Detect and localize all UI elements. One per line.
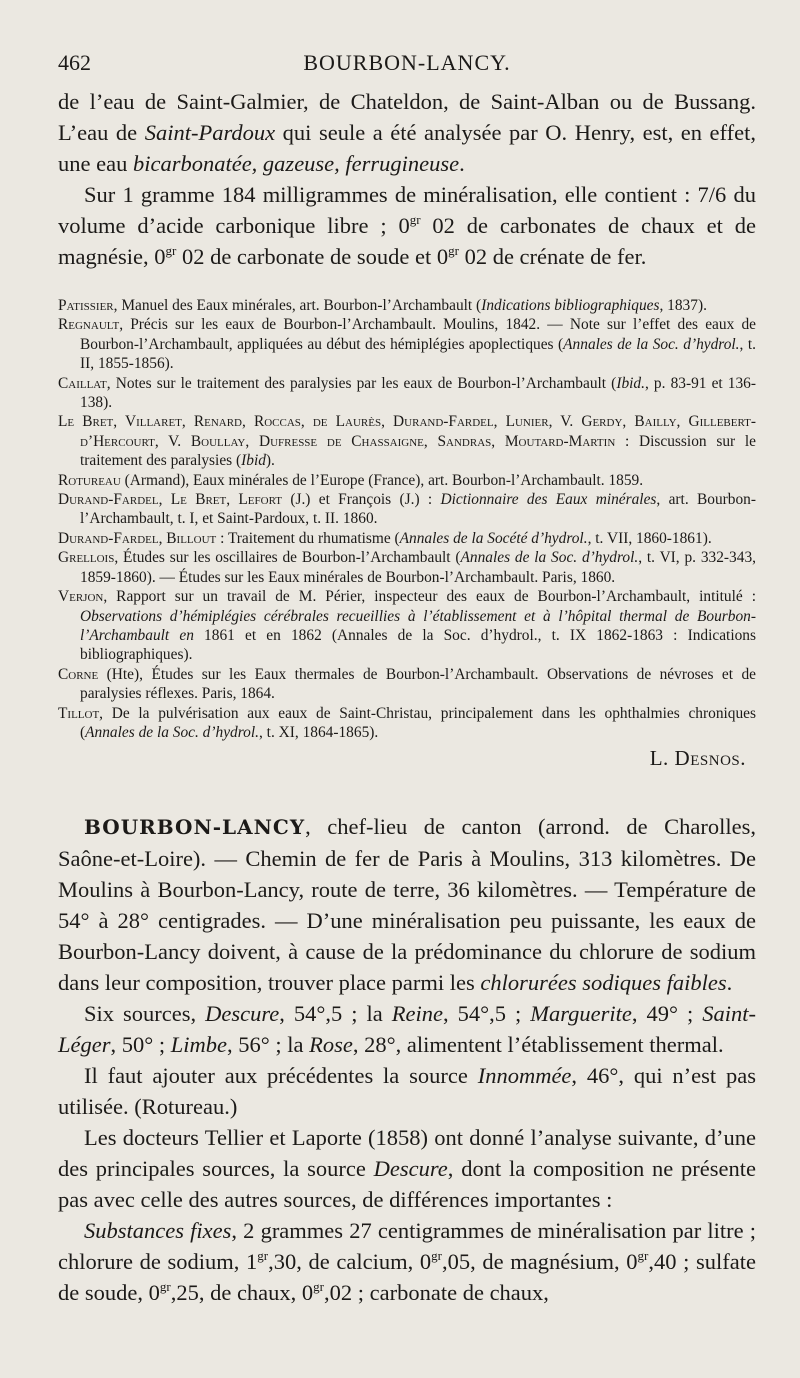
italic-run: Reine: [391, 1001, 443, 1027]
text-run: , Manuel des Eaux minérales, art. Bourbon-l’Archambault (: [113, 297, 482, 314]
text-run: , dont la composition ne présente pas avec celle des autres sources, de différences importantes :: [58, 1156, 756, 1213]
text-run: : Traitement du rhumatisme (: [216, 529, 400, 547]
text-run: Il faut ajouter aux précédentes la source: [84, 1063, 478, 1089]
text-run: , 1837).: [659, 297, 707, 314]
reference-author: Corne: [58, 665, 99, 683]
bibliography-entry: [58, 296, 756, 315]
text-run: ,05, de magnésium, 0: [441, 1249, 638, 1275]
bibliography-entry: [58, 490, 756, 529]
italic-run: bicarbonatée, gazeuse, ferrugineuse: [132, 151, 460, 176]
superscript: gr: [313, 1278, 325, 1294]
text-run: .: [459, 151, 465, 176]
italic-run: Annales de la Soc. d’hydrol.: [85, 723, 259, 741]
page-number: 462: [58, 50, 91, 75]
italic-run: chlorurées sodiques faibles: [480, 970, 727, 996]
italic-run: Annales de la Soc. d’hydrol.: [563, 335, 740, 353]
bibliography-entry: [58, 548, 756, 587]
text-run: , 46°, qui n’est pas utilisée. (Rotureau.): [58, 1063, 757, 1120]
text-run: 1861 et en 1862 (Annales de la Soc. d’hydrol., t. IX 1862-1863 : Indications bibliographiques).: [80, 626, 756, 664]
superscript: gr: [165, 242, 177, 258]
reference-author: Grellois: [58, 549, 115, 567]
italic-run: Limbe: [170, 1032, 227, 1058]
bibliography-entry: [58, 374, 756, 413]
reference-author: Durand-Fardel, Le Bret, Lefort: [58, 491, 282, 509]
text-run: , 54°,5 ;: [442, 1001, 531, 1027]
text-run: , 28°, alimentent l’établissement thermal.: [352, 1032, 724, 1058]
text-run: ,40 ; sulfate de soude, 0: [58, 1249, 756, 1306]
text-run: 02 de crénate de fer.: [458, 244, 647, 269]
text-run: .: [726, 970, 733, 996]
text-run: , p. 83-91 et 136-138).: [80, 374, 756, 412]
superscript: gr: [431, 1247, 442, 1263]
text-run: (Hte), Études sur les Eaux thermales de Bourbon-l’Archambault. Observations de névroses et de paralysies réflexes. Paris, 1864.: [80, 665, 756, 703]
text-run: , De la pulvérisation aux eaux de Saint-Christau, principalement dans les ophthalmies chroniques (: [80, 704, 756, 741]
text-run: , t. VII, 1860-1861).: [587, 529, 712, 547]
italic-run: Marguerite: [530, 1001, 632, 1027]
running-title: BOURBON-LANCY.: [303, 50, 511, 75]
author-signature: L. Desnos.: [649, 746, 746, 771]
text-run: , Rapport sur un travail de M. Périer, inspecteur des eaux de Bourbon-l’Archambault, intitulé :: [103, 588, 756, 606]
text-run: (Armand), Eaux minérales de l’Europe (France), art. Bourbon-l’Archambault. 1859.: [120, 471, 644, 489]
italic-run: Innommée: [477, 1063, 572, 1089]
intro-section: [58, 86, 756, 272]
superscript: gr: [448, 242, 459, 258]
text-run: , 2 grammes 27 centigrammes de minéralisation par litre ; chlorure de sodium, 1: [58, 1218, 756, 1275]
text-run: 02 de carbonate de soude et 0: [176, 244, 449, 269]
text-run: , art. Bourbon-l’Archambault, t. I, et Saint-Pardoux, t. II. 1860.: [80, 491, 756, 528]
text-run: ).: [265, 452, 275, 470]
text-run: , t. VI, p. 332-343, 1859-1860). — Études sur les Eaux minérales de Bourbon-l’Archambault. Paris, 1860.: [80, 549, 756, 586]
bibliography-entry: [58, 412, 756, 470]
article-paragraph-4: [58, 1122, 756, 1215]
bibliography-entry: [58, 471, 756, 490]
text-run: Les docteurs Tellier et Laporte (1858) ont donné l’analyse suivante, d’une des principales sources, la source: [58, 1125, 756, 1182]
text-run: (J.) et François (J.) :: [282, 491, 441, 509]
italic-run: Saint-Léger: [58, 1001, 756, 1058]
text-run: qui seule a été analysée par O. Henry, est, en effet, une eau: [58, 120, 756, 176]
text-run: : Discussion sur le traitement des paralysies (: [80, 432, 756, 470]
intro-paragraph-1: [58, 86, 756, 179]
bibliography-entry: [58, 529, 756, 548]
reference-author: Tillot: [58, 704, 100, 722]
text-run: , 50° ;: [110, 1032, 171, 1058]
reference-author: Durand-Fardel, Billout: [58, 529, 217, 547]
bibliography-entry: [58, 665, 756, 704]
text-run: Sur 1 gramme 184 milligrammes de minéralisation, elle contient : 7/6 du volume d’acide carbonique libre ; 0: [58, 182, 756, 238]
text-run: , Études sur les oscillaires de Bourbon-l’Archambault (: [114, 549, 461, 567]
superscript: gr: [637, 1247, 649, 1263]
superscript: gr: [257, 1247, 269, 1263]
text-run: , Précis sur les eaux de Bourbon-l’Archambault. Moulins, 1842. — Note sur l’effet des eaux de Bourbon-l’Archambault, appliquées au début des hémiplégies apoplectiques (: [80, 316, 756, 353]
text-run: ,25, de chaux, 0: [170, 1280, 314, 1306]
italic-run: Saint-Pardoux: [144, 120, 276, 145]
text-run: , t. II, 1855-1856).: [80, 335, 756, 373]
bibliography-entry: [58, 315, 756, 373]
text-run: , 54°,5 ; la: [279, 1001, 392, 1027]
article-headword: BOURBON-LANCY: [84, 815, 306, 840]
italic-run: Annales de la Socété d’hydrol.: [399, 529, 588, 547]
italic-run: Descure: [373, 1156, 448, 1182]
text-run: , t. XI, 1864-1865).: [258, 723, 379, 741]
text-run: , chef-lieu de canton (arrond. de Charolles, Saône-et-Loire). — Chemin de fer de Paris à Moulins, 313 kilomètres. De Moulins à Bourbon-Lancy, route de terre, 36 kilomètres. — Température de 54° à 28° centigrades. — D’une minéralisation peu puissante, les eaux de Bourbon-Lancy doivent, à cause de la prédominance du chlorure de sodium dans leur composition, trouver place parmi les: [58, 814, 756, 996]
text-run: , Notes sur le traitement des paralysies par les eaux de Bourbon-l’Archambault (: [106, 374, 617, 392]
italic-run: Descure: [205, 1001, 280, 1027]
italic-run: Substances fixes: [84, 1218, 232, 1244]
article-bourbon-lancy: [58, 811, 756, 1308]
article-paragraph-2: [58, 998, 756, 1060]
superscript: gr: [409, 211, 421, 227]
text-run: de l’eau de Saint-Galmier, de Chateldon, de Saint-Alban ou de Bussang. L’eau de: [58, 89, 756, 145]
article-paragraph-5: [58, 1215, 756, 1308]
article-paragraph-1: [58, 811, 756, 998]
reference-author: Patissier: [58, 297, 114, 314]
article-paragraph-3: [58, 1060, 756, 1122]
text-run: , 56° ; la: [227, 1032, 310, 1058]
reference-author: Regnault: [58, 316, 120, 334]
italic-run: Dictionnaire des Eaux minérales: [440, 491, 657, 509]
bibliography: [58, 296, 756, 742]
italic-run: Ibid: [241, 452, 266, 470]
text-run: Six sources,: [84, 1001, 206, 1027]
reference-author: Verjon: [58, 588, 104, 606]
text-run: 02 de carbonates de chaux et de magnésie, 0: [58, 213, 756, 269]
reference-author: Rotureau: [58, 471, 121, 489]
italic-run: Ibid.: [616, 374, 645, 392]
italic-run: Rose: [309, 1032, 353, 1058]
italic-run: Annales de la Soc. d’hydrol.: [460, 549, 639, 567]
text-run: ,02 ; carbonate de chaux,: [324, 1280, 549, 1306]
italic-run: Indications bibliographiques: [481, 297, 660, 314]
text-run: , 49° ;: [631, 1001, 703, 1027]
superscript: gr: [159, 1278, 171, 1294]
reference-author: Le Bret, Villaret, Renard, Roccas, de Laurès, Durand-Fardel, Lunier, V. Gerdy, Bailly, Gillebert-d’Hercourt, V. Boullay, Dufresse de Chassaigne, Sandras, Moutard-Martin: [58, 413, 756, 450]
reference-author: Caillat: [58, 374, 107, 392]
intro-paragraph-2: [58, 179, 756, 272]
italic-run: Observations d’hémiplégies cérébrales recueillies à l’établissement et à l’hôpital thermal de Bourbon-l’Archambault en: [80, 607, 756, 644]
bibliography-entry: [58, 587, 756, 665]
page-header: [58, 46, 756, 86]
bibliography-entry: [58, 704, 756, 743]
text-run: ,30, de calcium, 0: [268, 1249, 432, 1275]
